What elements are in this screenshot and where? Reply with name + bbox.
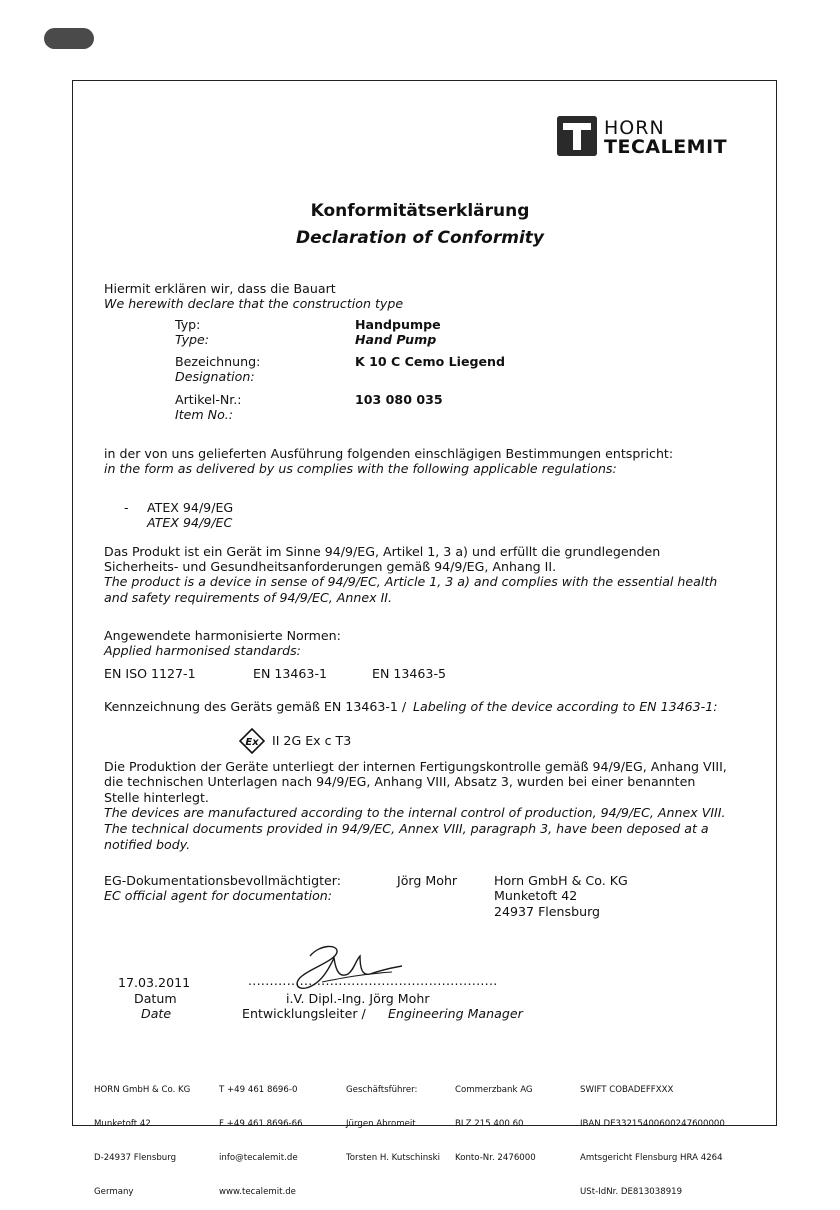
footer-line: Munketoft 42 bbox=[94, 1119, 151, 1130]
type-label-de: Typ: bbox=[175, 317, 201, 332]
type-value-en: Hand Pump bbox=[355, 332, 437, 347]
labeling-en: Labeling of the device according to EN 13463-1: bbox=[413, 699, 718, 714]
footer-bank bbox=[455, 1062, 536, 1176]
signer-line: i.V. Dipl.-Ing. Jörg Mohr bbox=[286, 991, 430, 1006]
standard-item: EN ISO 1127-1 bbox=[104, 666, 196, 681]
footer-line: D-24937 Flensburg bbox=[94, 1153, 177, 1164]
footer-line: Konto-Nr. 2476000 bbox=[455, 1153, 536, 1164]
type-label-en: Type: bbox=[175, 332, 210, 347]
complies-en: in the form as delivered by us complies with the following applicable regulations: bbox=[104, 461, 617, 476]
footer-line: USt-IdNr. DE813038919 bbox=[580, 1187, 683, 1198]
agent-de: EG-Dokumentationsbevollmächtigter: bbox=[104, 873, 341, 888]
standard-item: EN 13463-5 bbox=[372, 666, 447, 681]
product-de-2: Sicherheits- und Gesundheitsanforderungen gemäß 94/9/EG, Anhang II. bbox=[104, 559, 557, 574]
footer-line: IBAN DE33215400600247600000 bbox=[580, 1119, 725, 1130]
brand-line1: HORN bbox=[604, 117, 665, 139]
intro-en: We herewith declare that the construction type bbox=[104, 296, 404, 311]
intro-de: Hiermit erklären wir, dass die Bauart bbox=[104, 281, 336, 296]
signature-line: .......................................................... bbox=[248, 973, 498, 988]
date-label-de: Datum bbox=[134, 991, 177, 1006]
handwritten-signature bbox=[282, 938, 402, 998]
regulation-de: ATEX 94/9/EG bbox=[147, 500, 234, 515]
page-tab-marker bbox=[44, 28, 94, 49]
footer-line: HORN GmbH & Co. KG bbox=[94, 1084, 191, 1095]
production-de-2: die technischen Unterlagen nach 94/9/EG, Anhang VIII, Absatz 3, wurden bei einer benannten bbox=[104, 774, 696, 789]
date-value: 17.03.2011 bbox=[118, 975, 191, 990]
footer-line: Geschäftsführer: bbox=[346, 1084, 418, 1095]
footer-line: Torsten H. Kutschinski bbox=[346, 1153, 441, 1164]
product-en-2: and safety requirements of 94/9/EC, Annex II. bbox=[104, 590, 393, 605]
horn-tecalemit-logo-icon bbox=[557, 116, 597, 156]
item-value: 103 080 035 bbox=[355, 392, 443, 407]
footer-line: info@tecalemit.de bbox=[219, 1153, 298, 1164]
labeling-de: Kennzeichnung des Geräts gemäß EN 13463-1 / bbox=[104, 699, 407, 714]
footer-company bbox=[94, 1062, 190, 1210]
agent-address-line: Horn GmbH & Co. KG bbox=[494, 873, 628, 888]
title-de: Konformitätserklärung bbox=[310, 201, 530, 221]
designation-value: K 10 C Cemo Liegend bbox=[355, 354, 506, 369]
footer-registration bbox=[580, 1062, 725, 1210]
footer-line: T +49 461 8696-0 bbox=[219, 1084, 298, 1095]
production-en-3: notified body. bbox=[104, 837, 191, 852]
designation-label-de: Bezeichnung: bbox=[175, 354, 261, 369]
footer-management bbox=[346, 1062, 440, 1176]
item-label-de: Artikel-Nr.: bbox=[175, 392, 242, 407]
production-en-1: The devices are manufactured according to the internal control of production, 94/9/EC, Annex VIII. bbox=[104, 805, 726, 820]
footer-line: F +49 461 8696-66 bbox=[219, 1119, 303, 1130]
agent-en: EC official agent for documentation: bbox=[104, 888, 333, 903]
product-de-1: Das Produkt ist ein Gerät im Sinne 94/9/EG, Artikel 1, 3 a) und erfüllt die grundlegenden bbox=[104, 544, 661, 559]
ex-hexagon-icon bbox=[239, 728, 265, 754]
standards-de: Angewendete harmonisierte Normen: bbox=[104, 628, 341, 643]
agent-address-line: Munketoft 42 bbox=[494, 888, 578, 903]
designation-label-en: Designation: bbox=[175, 369, 255, 384]
footer-line: Amtsgericht Flensburg HRA 4264 bbox=[580, 1153, 723, 1164]
footer-line: BLZ 215 400 60 bbox=[455, 1119, 524, 1130]
footer-line: SWIFT COBADEFFXXX bbox=[580, 1084, 674, 1095]
ex-marking: II 2G Ex c T3 bbox=[272, 733, 352, 748]
footer-contact bbox=[219, 1062, 303, 1210]
standard-item: EN 13463-1 bbox=[253, 666, 328, 681]
standards-en: Applied harmonised standards: bbox=[104, 643, 301, 658]
title-en: Declaration of Conformity bbox=[296, 228, 544, 248]
product-en-1: The product is a device in sense of 94/9/EC, Article 1, 3 a) and complies with the essential health bbox=[104, 574, 718, 589]
footer-line: www.tecalemit.de bbox=[219, 1187, 296, 1198]
type-value-de: Handpumpe bbox=[355, 317, 441, 332]
production-de-1: Die Produktion der Geräte unterliegt der internen Fertigungskontrolle gemäß 94/9/EG, Anhang VIII, bbox=[104, 759, 727, 774]
signer-role-de: Entwicklungsleiter / bbox=[242, 1006, 366, 1021]
ex-symbol-text: Ex bbox=[245, 737, 259, 748]
regulation-dash: - bbox=[124, 500, 129, 515]
item-label-en: Item No.: bbox=[175, 407, 234, 422]
production-de-3: Stelle hinterlegt. bbox=[104, 790, 209, 805]
agent-name: Jörg Mohr bbox=[397, 873, 458, 888]
date-label-en: Date bbox=[141, 1006, 172, 1021]
footer-line: Jürgen Abromeit bbox=[346, 1119, 416, 1130]
footer-line: Germany bbox=[94, 1187, 134, 1198]
footer-line: Commerzbank AG bbox=[455, 1084, 533, 1095]
regulation-en: ATEX 94/9/EC bbox=[147, 515, 233, 530]
signer-role-en: Engineering Manager bbox=[388, 1006, 523, 1021]
complies-de: in der von uns gelieferten Ausführung folgenden einschlägigen Bestimmungen entspricht: bbox=[104, 446, 674, 461]
brand-line2: TECALEMIT bbox=[604, 136, 728, 158]
agent-address-line: 24937 Flensburg bbox=[494, 904, 601, 919]
production-en-2: The technical documents provided in 94/9/EC, Annex VIII, paragraph 3, have been deposed at a bbox=[104, 821, 709, 836]
